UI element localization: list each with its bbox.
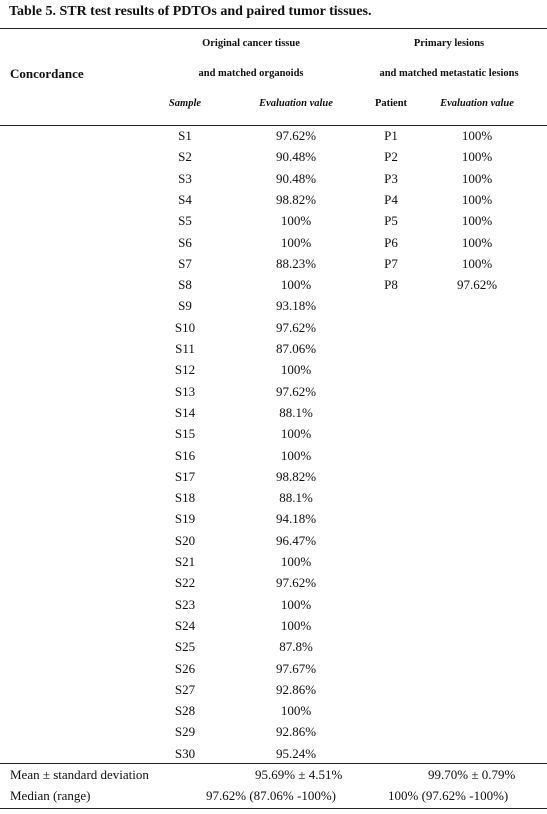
cell-eval-left: 97.62% [275, 128, 317, 143]
table-row [0, 639, 547, 660]
cell-sample: S5 [178, 213, 192, 229]
table-row [0, 235, 547, 256]
median-right-value: 100% (97.62% -100%) [388, 788, 509, 803]
col-header-patient: Patient [374, 98, 408, 109]
cell-eval-left: 90.48% [275, 170, 317, 186]
cell-eval-left: 95.24% [275, 745, 317, 761]
cell-eval-left: 87.8% [279, 639, 313, 655]
table-row [0, 661, 547, 682]
cell-eval-left: 88.1% [279, 404, 313, 420]
table-row [0, 426, 547, 447]
cell-patient: P7 [384, 255, 398, 271]
cell-eval-right: 100% [461, 234, 493, 250]
table-row [0, 320, 547, 341]
cell-eval-left: 94.18% [275, 511, 317, 527]
cell-sample: S12 [174, 362, 196, 378]
cell-eval-left: 100% [280, 617, 312, 633]
cell-patient: P2 [384, 149, 398, 165]
cell-patient: P3 [384, 170, 398, 186]
right-group-heading-line2: and matched metastatic lesions [379, 68, 519, 79]
left-group-heading-line1: Original cancer tissue [202, 38, 300, 49]
cell-sample: S18 [174, 490, 196, 506]
table-title: Table 5. STR test results of PDTOs and paired tumor tissues. [9, 4, 372, 19]
cell-eval-right: 97.62% [456, 277, 498, 293]
cell-sample: S17 [174, 468, 196, 484]
cell-eval-left: 100% [280, 234, 312, 250]
final-rule [0, 808, 547, 809]
cell-eval-right: 100% [461, 191, 493, 207]
table-row [0, 575, 547, 596]
table-row [0, 277, 547, 298]
cell-eval-left: 90.48% [275, 149, 317, 165]
table-row [0, 724, 547, 745]
cell-sample: S9 [178, 298, 192, 314]
cell-eval-left: 100% [280, 703, 312, 719]
cell-sample: S1 [178, 128, 192, 143]
cell-patient: P8 [384, 277, 398, 293]
cell-eval-left: 96.47% [275, 532, 317, 548]
cell-eval-left: 98.82% [275, 191, 317, 207]
cell-sample: S11 [175, 341, 195, 356]
right-group-heading-line1: Primary lesions [413, 38, 485, 49]
table-row [0, 554, 547, 575]
cell-eval-right: 100% [461, 128, 493, 143]
table-row [0, 192, 547, 213]
cell-sample: S14 [174, 404, 196, 420]
col-header-eval-left: Evaluation value [259, 98, 333, 109]
cell-eval-left: 88.1% [279, 490, 313, 506]
cell-eval-left: 97.62% [275, 575, 317, 591]
cell-eval-left: 100% [280, 447, 312, 463]
cell-patient: P1 [384, 128, 398, 143]
cell-eval-left: 100% [280, 426, 312, 442]
table-row [0, 682, 547, 703]
cell-sample: S8 [178, 277, 192, 293]
cell-sample: S23 [174, 596, 196, 612]
table-row [0, 171, 547, 192]
cell-sample: S19 [174, 511, 196, 527]
cell-eval-left: 88.23% [275, 255, 317, 271]
cell-sample: S3 [178, 170, 192, 186]
table-row [0, 128, 547, 149]
mean-right-value: 99.70% ± 0.79% [428, 767, 516, 782]
cell-patient: P6 [384, 234, 398, 250]
table-row [0, 469, 547, 490]
col-header-eval-right: Evaluation value [440, 98, 514, 109]
cell-eval-left: 100% [280, 554, 312, 569]
table-row [0, 511, 547, 532]
cell-eval-right: 100% [461, 255, 493, 271]
mean-left-value: 95.69% ± 4.51% [255, 767, 343, 782]
cell-sample: S24 [174, 617, 196, 633]
mean-label: Mean ± standard deviation [10, 767, 149, 782]
cell-eval-left: 97.62% [275, 383, 317, 399]
cell-eval-left: 97.62% [275, 319, 317, 335]
cell-sample: S28 [174, 703, 196, 719]
cell-eval-left: 98.82% [275, 468, 317, 484]
cell-sample: S25 [174, 639, 196, 655]
cell-sample: S21 [174, 554, 196, 569]
cell-sample: S7 [178, 255, 192, 271]
cell-sample: S29 [174, 724, 196, 740]
median-label: Median (range) [10, 788, 91, 803]
cell-eval-left: 92.86% [275, 681, 317, 697]
cell-eval-left: 87.06% [275, 341, 317, 356]
cell-sample: S22 [174, 575, 196, 591]
table-row [0, 448, 547, 469]
table-row [0, 341, 547, 362]
table-row [0, 490, 547, 511]
left-group-heading-line2: and matched organoids [198, 68, 304, 79]
table-row [0, 384, 547, 405]
median-left-value: 97.62% (87.06% -100%) [206, 788, 336, 803]
cell-sample: S27 [174, 681, 196, 697]
table-row [0, 597, 547, 618]
cell-sample: S13 [174, 383, 196, 399]
cell-eval-left: 97.67% [275, 660, 317, 676]
cell-eval-right: 100% [461, 149, 493, 165]
table-row [0, 618, 547, 639]
bottom-rule [0, 763, 547, 764]
cell-sample: S16 [174, 447, 196, 463]
top-rule [0, 28, 547, 29]
cell-eval-right: 100% [461, 213, 493, 229]
cell-sample: S6 [178, 234, 192, 250]
cell-sample: S10 [174, 319, 196, 335]
table-row [0, 298, 547, 319]
cell-eval-left: 92.86% [275, 724, 317, 740]
col-header-sample: Sample [168, 98, 202, 109]
concordance-label: Concordance [10, 66, 84, 81]
table-row [0, 703, 547, 724]
table-row [0, 533, 547, 554]
header-rule [0, 125, 547, 126]
cell-sample: S20 [174, 532, 196, 548]
table-row [0, 149, 547, 170]
cell-sample: S26 [174, 660, 196, 676]
cell-eval-left: 93.18% [275, 298, 317, 314]
table-row [0, 256, 547, 277]
table-row [0, 213, 547, 234]
cell-sample: S4 [178, 191, 192, 207]
cell-eval-left: 100% [280, 596, 312, 612]
cell-sample: S15 [174, 426, 196, 442]
cell-eval-left: 100% [280, 362, 312, 378]
table-row [0, 362, 547, 383]
table-row [0, 405, 547, 426]
cell-patient: P5 [384, 213, 398, 229]
cell-sample: S2 [178, 149, 192, 165]
cell-eval-left: 100% [280, 277, 312, 293]
cell-patient: P4 [384, 191, 398, 207]
cell-eval-left: 100% [280, 213, 312, 229]
cell-eval-right: 100% [461, 170, 493, 186]
cell-sample: S30 [174, 745, 196, 761]
